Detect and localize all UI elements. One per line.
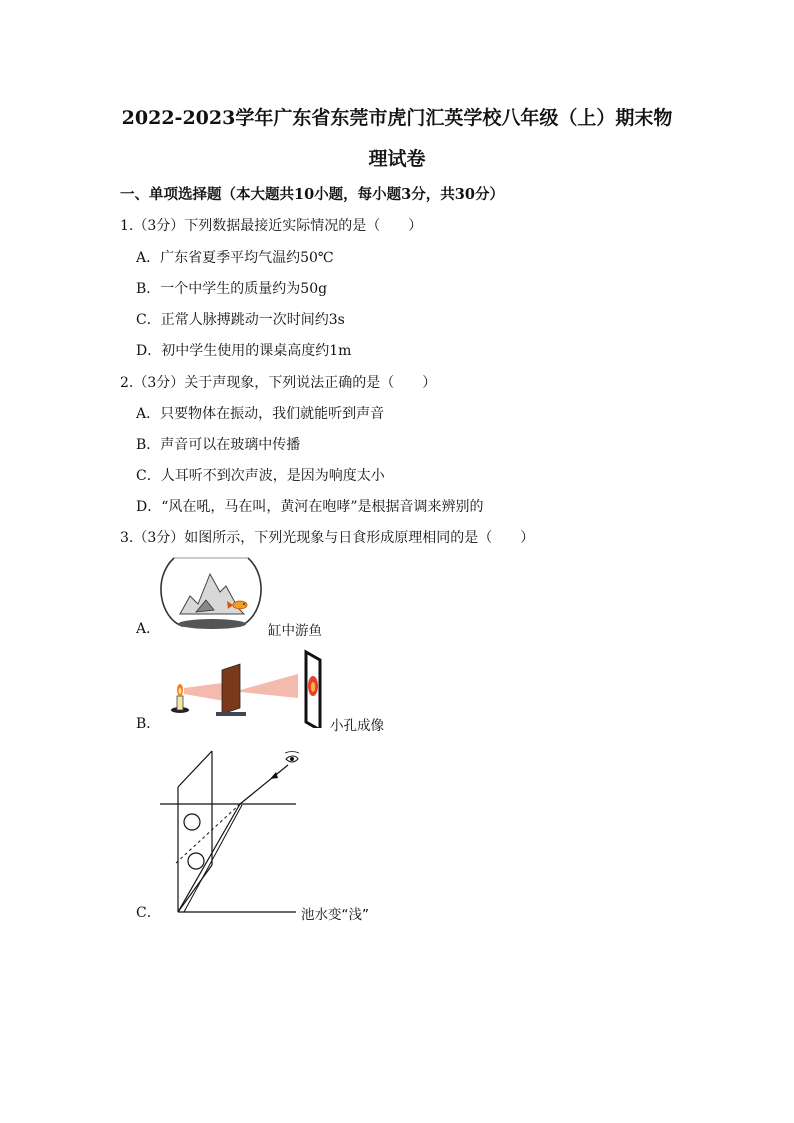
exam-title-line-2: 理试卷: [368, 148, 426, 170]
question-3-option-c-caption: 池水变“浅”: [301, 907, 369, 923]
question-3-option-a-letter: A．: [136, 621, 161, 637]
question-3-option-a-caption: 缸中游鱼: [268, 623, 322, 639]
question-3-option-b-letter: B．: [136, 716, 161, 732]
question-2-stem: 2.（3分）关于声现象，下列说法正确的是（ ）: [120, 375, 437, 391]
question-1-option-c: C．正常人脉搏跳动一次时间约3s: [136, 312, 345, 328]
refraction-diagram-figure: [160, 745, 300, 920]
question-1-stem: 1.（3分）下列数据最接近实际情况的是（ ）: [120, 218, 423, 234]
fishbowl-figure: [160, 556, 264, 634]
section-heading: 一、单项选择题（本大题共10小题，每小题3分，共30分）: [120, 186, 504, 203]
question-1-option-b: B．一个中学生的质量约为50g: [136, 281, 328, 297]
question-3-stem: 3.（3分）如图所示，下列光现象与日食形成原理相同的是（ ）: [120, 530, 535, 546]
question-2-option-d: D．“风在吼，马在叫，黄河在咆哮”是根据音调来辨别的: [136, 499, 484, 515]
question-2-option-c: C．人耳听不到次声波，是因为响度太小: [136, 468, 385, 484]
exam-title-line-1: 2022-2023学年广东省东莞市虎门汇英学校八年级（上）期末物: [121, 107, 673, 129]
question-3-option-c-letter: C．: [136, 905, 161, 921]
question-1-option-a: A．广东省夏季平均气温约50℃: [136, 250, 334, 266]
question-2-option-a: A．只要物体在振动，我们就能听到声音: [136, 406, 385, 422]
question-3-option-b-caption: 小孔成像: [330, 718, 384, 734]
pinhole-camera-figure: [160, 646, 330, 728]
question-2-option-b: B．声音可以在玻璃中传播: [136, 437, 301, 453]
question-1-option-d: D．初中学生使用的课桌高度约1m: [136, 343, 352, 359]
